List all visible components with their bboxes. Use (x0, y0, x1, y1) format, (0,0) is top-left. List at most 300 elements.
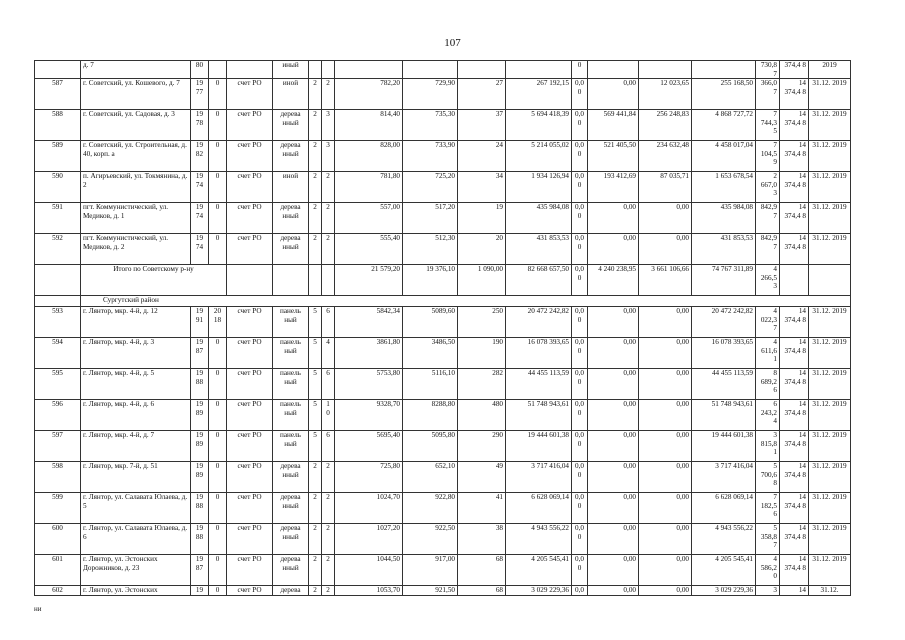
cell-address: г. Советский, ул. Кошевого, д. 7 (81, 79, 191, 110)
cell-residents: 49 (458, 462, 506, 493)
cell-year-commission: 0 (209, 369, 227, 400)
cell-area: 1044,50 (335, 555, 403, 586)
cell-residents: 34 (458, 172, 506, 203)
cell-federal: 0,00 (588, 400, 639, 431)
cell-deadline: 31.12. 2019 (809, 555, 851, 586)
cell-local: 3 717 416,04 (692, 462, 756, 493)
cell-empty (309, 265, 322, 296)
cell-fund: счет РО (227, 462, 273, 493)
cell-floors: 2 (309, 172, 322, 203)
cell-year: 19 78 (191, 110, 209, 141)
cell-deadline: 31.12. 2019 (809, 79, 851, 110)
cell-residents: 38 (458, 524, 506, 555)
cell-fund: счет РО (227, 203, 273, 234)
cell-address: г. Лянтор, ул. Салавата Юлаева, д. 6 (81, 524, 191, 555)
cell-floors: 5 (309, 307, 322, 338)
cell-limit-cost: 14 374,4 8 (780, 369, 809, 400)
cell-year-commission: 20 18 (209, 307, 227, 338)
cell-living-area: 921,50 (403, 586, 458, 596)
cell-total-cost: 3 029 229,36 (506, 586, 572, 596)
cell-unit-cost: 4 611,6 1 (756, 338, 780, 369)
cell-owners-funds: 0,0 0 (572, 400, 588, 431)
cell-entrances: 1 0 (322, 400, 335, 431)
cell-owners-funds: 0,0 0 (572, 338, 588, 369)
table-row (35, 431, 851, 462)
cell-floors: 2 (309, 586, 322, 596)
table-row (35, 555, 851, 586)
cell-limit-cost: 14 374,4 8 (780, 141, 809, 172)
cell-fund: счет РО (227, 172, 273, 203)
cell-material: иной (273, 172, 309, 203)
total-label: Итого по Советскому р-ну (81, 265, 227, 296)
cell-num: 597 (35, 431, 81, 462)
cell-owners-funds: 0,0 0 (572, 141, 588, 172)
cell-federal: 0,00 (588, 431, 639, 462)
cell-fund: счет РО (227, 79, 273, 110)
cell-address: г. Лянтор, мкр. 4-й, д. 6 (81, 400, 191, 431)
cell-limit-cost: 14 374,4 8 (780, 79, 809, 110)
cell-floors: 5 (309, 369, 322, 400)
cell-federal: 0,00 (588, 524, 639, 555)
cell-federal: 569 441,84 (588, 110, 639, 141)
table-row (35, 369, 851, 400)
cell-total-cost: 19 444 601,38 (506, 431, 572, 462)
cell-regional: 234 632,48 (639, 141, 692, 172)
cell-num: 595 (35, 369, 81, 400)
cell-year-commission: 0 (209, 555, 227, 586)
cell-deadline (809, 265, 851, 296)
cell-regional: 0,00 (639, 493, 692, 524)
cell-floors: 2 (309, 203, 322, 234)
cell-address: п. Агиръевский, ул. Токмянина, д. 2 (81, 172, 191, 203)
cell-federal: 0,00 (588, 555, 639, 586)
cell-owners-funds: 0,0 0 (572, 431, 588, 462)
cell-address: г. Лянтор, ул. Эстонских Дорожников, д. 23 (81, 555, 191, 586)
cell-year: 19 87 (191, 555, 209, 586)
cell-total-cost: 431 853,53 (506, 234, 572, 265)
cell-local: 3 029 229,36 (692, 586, 756, 596)
cell-regional: 0,00 (639, 431, 692, 462)
cell-fund: счет РО (227, 524, 273, 555)
cell-total-cost: 4 205 545,41 (506, 555, 572, 586)
cell-area: 5695,40 (335, 431, 403, 462)
cell-regional: 12 023,65 (639, 79, 692, 110)
cell-address: пгт. Коммунистический, ул. Медиков, д. 1 (81, 203, 191, 234)
table-row (35, 234, 851, 265)
cell-owners-funds: 0,0 0 (572, 265, 588, 296)
cell-address: г. Лянтор, ул. Эстонских (81, 586, 191, 596)
cell-empty (227, 265, 273, 296)
cell-regional: 0,00 (639, 338, 692, 369)
cell-material: дерева (273, 586, 309, 596)
cell-owners-funds: 0,0 0 (572, 110, 588, 141)
cell-fund (227, 61, 273, 79)
cell-year: 19 89 (191, 462, 209, 493)
cell-federal: 0,00 (588, 234, 639, 265)
cell-entrances: 6 (322, 307, 335, 338)
cell-year: 19 88 (191, 524, 209, 555)
cell-area: 782,20 (335, 79, 403, 110)
cell-local: 255 168,50 (692, 79, 756, 110)
cell-living-area: 652,10 (403, 462, 458, 493)
cell-year: 19 (191, 586, 209, 596)
cell-area: 21 579,20 (335, 265, 403, 296)
cell-num: 593 (35, 307, 81, 338)
cell-local: 19 444 601,38 (692, 431, 756, 462)
cell-regional: 3 661 106,66 (639, 265, 692, 296)
cell-num (35, 61, 81, 79)
cell-num: 588 (35, 110, 81, 141)
cell-material: панель ный (273, 338, 309, 369)
cell-address: г. Лянтор, мкр. 4-й, д. 5 (81, 369, 191, 400)
cell-regional: 87 035,71 (639, 172, 692, 203)
cell-fund: счет РО (227, 141, 273, 172)
cell-num: 596 (35, 400, 81, 431)
cell-area: 725,80 (335, 462, 403, 493)
cell-unit-cost: 3 815,8 1 (756, 431, 780, 462)
cell-residents: 41 (458, 493, 506, 524)
cell-total-cost: 4 943 556,22 (506, 524, 572, 555)
cell-owners-funds: 0,0 0 (572, 369, 588, 400)
cell-unit-cost: 7 104,5 9 (756, 141, 780, 172)
cell-year-commission: 0 (209, 110, 227, 141)
cell-year-commission: 0 (209, 524, 227, 555)
cell-year: 19 91 (191, 307, 209, 338)
cell-total-cost: 435 984,08 (506, 203, 572, 234)
cell-regional: 0,00 (639, 524, 692, 555)
table-row (35, 172, 851, 203)
table-row (35, 400, 851, 431)
cell-year: 19 74 (191, 203, 209, 234)
cell-floors: 2 (309, 462, 322, 493)
cell-living-area: 3486,50 (403, 338, 458, 369)
cell-total-cost: 1 934 126,94 (506, 172, 572, 203)
cell-deadline: 31.12. 2019 (809, 338, 851, 369)
cell-material: дерева нный (273, 234, 309, 265)
cell-deadline: 31.12. 2019 (809, 400, 851, 431)
cell-deadline: 31.12. 2019 (809, 493, 851, 524)
cell-regional: 0,00 (639, 400, 692, 431)
cell-regional: 0,00 (639, 462, 692, 493)
cell-deadline: 31.12. 2019 (809, 234, 851, 265)
cell-owners-funds: 0,0 0 (572, 203, 588, 234)
cell-local: 6 628 069,14 (692, 493, 756, 524)
cell-residents: 480 (458, 400, 506, 431)
cell-local: 4 458 017,04 (692, 141, 756, 172)
cell-regional: 0,00 (639, 234, 692, 265)
cell-total-cost: 82 668 657,50 (506, 265, 572, 296)
cell-local: 44 455 113,59 (692, 369, 756, 400)
cell-local: 1 653 678,54 (692, 172, 756, 203)
cell-living-area: 922,80 (403, 493, 458, 524)
cell-limit-cost: 14 374,4 8 (780, 172, 809, 203)
cell-deadline: 31.12. 2019 (809, 110, 851, 141)
cell-num: 602 (35, 586, 81, 596)
cell-entrances: 4 (322, 338, 335, 369)
cell-entrances: 3 (322, 141, 335, 172)
cell-entrances: 2 (322, 555, 335, 586)
cell-total-cost: 6 628 069,14 (506, 493, 572, 524)
cell-local: 4 943 556,22 (692, 524, 756, 555)
cell-empty (322, 265, 335, 296)
cell-area: 1053,70 (335, 586, 403, 596)
cell-total-cost: 3 717 416,04 (506, 462, 572, 493)
cell-federal: 0,00 (588, 462, 639, 493)
cell-owners-funds: 0,0 0 (572, 555, 588, 586)
cell-num: 592 (35, 234, 81, 265)
cell-deadline: 31.12. 2019 (809, 462, 851, 493)
cell-address: г. Лянтор, мкр. 4-й, д. 7 (81, 431, 191, 462)
cell-limit-cost: 14 374,4 8 (780, 234, 809, 265)
table-row (35, 307, 851, 338)
cell-deadline: 31.12. 2019 (809, 172, 851, 203)
cell-federal: 0,00 (588, 79, 639, 110)
cell-local: 431 853,53 (692, 234, 756, 265)
cell-unit-cost: 4 266,5 3 (756, 265, 780, 296)
cell-residents: 1 090,00 (458, 265, 506, 296)
cell-unit-cost: 5 358,8 7 (756, 524, 780, 555)
cell-unit-cost: 4 586,2 0 (756, 555, 780, 586)
cell-living-area: 19 376,10 (403, 265, 458, 296)
cell-living-area (403, 61, 458, 79)
cell-num: 589 (35, 141, 81, 172)
cell-area: 828,00 (335, 141, 403, 172)
cell-deadline: 31.12. 2019 (809, 369, 851, 400)
cell-limit-cost: 14 374,4 8 (780, 462, 809, 493)
cell-limit-cost: 14 374,4 8 (780, 493, 809, 524)
cell-area (335, 61, 403, 79)
cell-living-area: 5095,80 (403, 431, 458, 462)
cell-area: 555,40 (335, 234, 403, 265)
cell-living-area: 8288,80 (403, 400, 458, 431)
cell-area: 1027,20 (335, 524, 403, 555)
table-row (35, 338, 851, 369)
cell-unit-cost: 8 689,2 6 (756, 369, 780, 400)
table-row (35, 493, 851, 524)
cell-year: 19 74 (191, 234, 209, 265)
cell-entrances: 2 (322, 462, 335, 493)
cell-regional: 0,00 (639, 203, 692, 234)
cell-limit-cost: 14 374,4 8 (780, 555, 809, 586)
cell-deadline: 2019 (809, 61, 851, 79)
cell-unit-cost: 5 700,6 8 (756, 462, 780, 493)
cell-year-commission: 0 (209, 172, 227, 203)
cell-floors: 5 (309, 400, 322, 431)
cell-floors: 2 (309, 555, 322, 586)
cell-address: г. Лянтор, мкр. 4-й, д. 3 (81, 338, 191, 369)
cell-material: панель ный (273, 307, 309, 338)
cell-residents: 27 (458, 79, 506, 110)
cell-num: 601 (35, 555, 81, 586)
cell-federal: 0,00 (588, 493, 639, 524)
cell-num: 587 (35, 79, 81, 110)
cell-limit-cost: 14 374,4 8 (780, 338, 809, 369)
cell-federal: 0,00 (588, 307, 639, 338)
cell-area: 814,40 (335, 110, 403, 141)
cell-year: 19 88 (191, 493, 209, 524)
cell-residents: 250 (458, 307, 506, 338)
cell-area: 9328,70 (335, 400, 403, 431)
cell-unit-cost: 7 182,5 6 (756, 493, 780, 524)
cell-owners-funds: 0,0 0 (572, 172, 588, 203)
cell-local: 435 984,08 (692, 203, 756, 234)
cell-local: 20 472 242,82 (692, 307, 756, 338)
cell-entrances: 2 (322, 79, 335, 110)
cell-year-commission: 0 (209, 493, 227, 524)
cell-entrances: 2 (322, 172, 335, 203)
cell-living-area: 725,20 (403, 172, 458, 203)
cell-area: 3861,80 (335, 338, 403, 369)
cell-year: 80 (191, 61, 209, 79)
cell-entrances: 6 (322, 431, 335, 462)
cell-num: 591 (35, 203, 81, 234)
cell-year-commission (209, 61, 227, 79)
cell-year-commission: 0 (209, 79, 227, 110)
cell-fund: счет РО (227, 493, 273, 524)
cell-year: 19 89 (191, 400, 209, 431)
cell-local: 4 868 727,72 (692, 110, 756, 141)
cell-floors: 2 (309, 110, 322, 141)
cell-federal: 4 240 238,95 (588, 265, 639, 296)
cell-num: 594 (35, 338, 81, 369)
cell-material: иной (273, 79, 309, 110)
cell-limit-cost: 14 (780, 586, 809, 596)
total-row (35, 265, 851, 296)
cell-floors: 2 (309, 79, 322, 110)
page-number: 107 (444, 37, 461, 49)
cell-fund: счет РО (227, 400, 273, 431)
cell-unit-cost: 842,9 7 (756, 203, 780, 234)
cell-area: 781,80 (335, 172, 403, 203)
cell-entrances: 6 (322, 369, 335, 400)
cell-owners-funds: 0 (572, 61, 588, 79)
cell-unit-cost: 6 243,2 4 (756, 400, 780, 431)
cell-owners-funds: 0,0 0 (572, 524, 588, 555)
cell-year-commission: 0 (209, 400, 227, 431)
cell-residents: 290 (458, 431, 506, 462)
cell-floors: 5 (309, 338, 322, 369)
cell-area: 1024,70 (335, 493, 403, 524)
cell-deadline: 31.12. 2019 (809, 431, 851, 462)
cell-living-area: 735,30 (403, 110, 458, 141)
table-row-fragment-top (35, 61, 851, 79)
table-row (35, 524, 851, 555)
cell-unit-cost: 7 744,3 5 (756, 110, 780, 141)
cell-year: 19 74 (191, 172, 209, 203)
cell-area: 5842,34 (335, 307, 403, 338)
cell-owners-funds: 0,0 0 (572, 493, 588, 524)
cell-year-commission: 0 (209, 586, 227, 596)
cell-owners-funds: 0,0 0 (572, 79, 588, 110)
cell-residents: 68 (458, 586, 506, 596)
cell-living-area: 512,30 (403, 234, 458, 265)
cell-residents (458, 61, 506, 79)
cell-local: 74 767 311,89 (692, 265, 756, 296)
cell-num: 590 (35, 172, 81, 203)
cell-fund: счет РО (227, 369, 273, 400)
cell-entrances: 2 (322, 493, 335, 524)
cell-local: 51 748 943,61 (692, 400, 756, 431)
cell-num (35, 265, 81, 296)
cell-address: г. Советский, ул. Строительная, д. 40, корп. а (81, 141, 191, 172)
cell-year-commission: 0 (209, 338, 227, 369)
cell-address: г. Лянтор, мкр. 7-й, д. 51 (81, 462, 191, 493)
cell-total-cost: 267 192,15 (506, 79, 572, 110)
cell-limit-cost: 374,4 8 (780, 61, 809, 79)
cell-limit-cost: 14 374,4 8 (780, 524, 809, 555)
footer-mark: ни (34, 605, 42, 613)
cell-material: дерева нный (273, 203, 309, 234)
cell-residents: 37 (458, 110, 506, 141)
cell-year-commission: 0 (209, 203, 227, 234)
cell-fund: счет РО (227, 234, 273, 265)
cell-residents: 19 (458, 203, 506, 234)
cell-fund: счет РО (227, 586, 273, 596)
cell-regional: 0,00 (639, 307, 692, 338)
cell-living-area: 5089,60 (403, 307, 458, 338)
cell-num: 598 (35, 462, 81, 493)
cell-entrances: 2 (322, 203, 335, 234)
cell-floors: 2 (309, 493, 322, 524)
cell-address: пгт. Коммунистический, ул. Медиков, д. 2 (81, 234, 191, 265)
cell-num: 600 (35, 524, 81, 555)
cell-year: 19 82 (191, 141, 209, 172)
cell-living-area: 517,20 (403, 203, 458, 234)
cell-year-commission: 0 (209, 462, 227, 493)
cell-year-commission: 0 (209, 141, 227, 172)
cell-address: г. Советский, ул. Садовая, д. 3 (81, 110, 191, 141)
table-row (35, 203, 851, 234)
cell-limit-cost: 14 374,4 8 (780, 400, 809, 431)
cell-fund: счет РО (227, 307, 273, 338)
cell-floors: 2 (309, 141, 322, 172)
cell-regional: 0,00 (639, 586, 692, 596)
cell-year: 19 87 (191, 338, 209, 369)
cell-residents: 68 (458, 555, 506, 586)
cell-regional (639, 61, 692, 79)
table-row-fragment-bottom (35, 586, 851, 596)
cell-deadline: 31.12. 2019 (809, 524, 851, 555)
cell-year: 19 77 (191, 79, 209, 110)
cell-living-area: 917,00 (403, 555, 458, 586)
cell-unit-cost: 4 022,3 7 (756, 307, 780, 338)
cell-deadline: 31.12. 2019 (809, 141, 851, 172)
cell-deadline: 31.12. 2019 (809, 307, 851, 338)
cell-total-cost (506, 61, 572, 79)
cell-regional: 0,00 (639, 555, 692, 586)
cell-address: г. Лянтор, мкр. 4-й, д. 12 (81, 307, 191, 338)
district-row (35, 296, 851, 307)
cell-owners-funds: 0,0 0 (572, 462, 588, 493)
cell-federal: 0,00 (588, 586, 639, 596)
cell-area: 5753,80 (335, 369, 403, 400)
cell-year: 19 89 (191, 431, 209, 462)
cell-residents: 20 (458, 234, 506, 265)
cell-deadline: 31.12. 2019 (809, 203, 851, 234)
cell-residents: 282 (458, 369, 506, 400)
cell-federal: 0,00 (588, 369, 639, 400)
cell-fund: счет РО (227, 110, 273, 141)
cell-residents: 24 (458, 141, 506, 172)
cell-limit-cost: 14 374,4 8 (780, 431, 809, 462)
table-row (35, 462, 851, 493)
cell-local: 4 205 545,41 (692, 555, 756, 586)
cell-living-area: 733,90 (403, 141, 458, 172)
cell-owners-funds: 0,0 0 (572, 307, 588, 338)
cell-material: панель ный (273, 369, 309, 400)
cell-regional: 0,00 (639, 369, 692, 400)
cell-owners-funds: 0,0 0 (572, 234, 588, 265)
